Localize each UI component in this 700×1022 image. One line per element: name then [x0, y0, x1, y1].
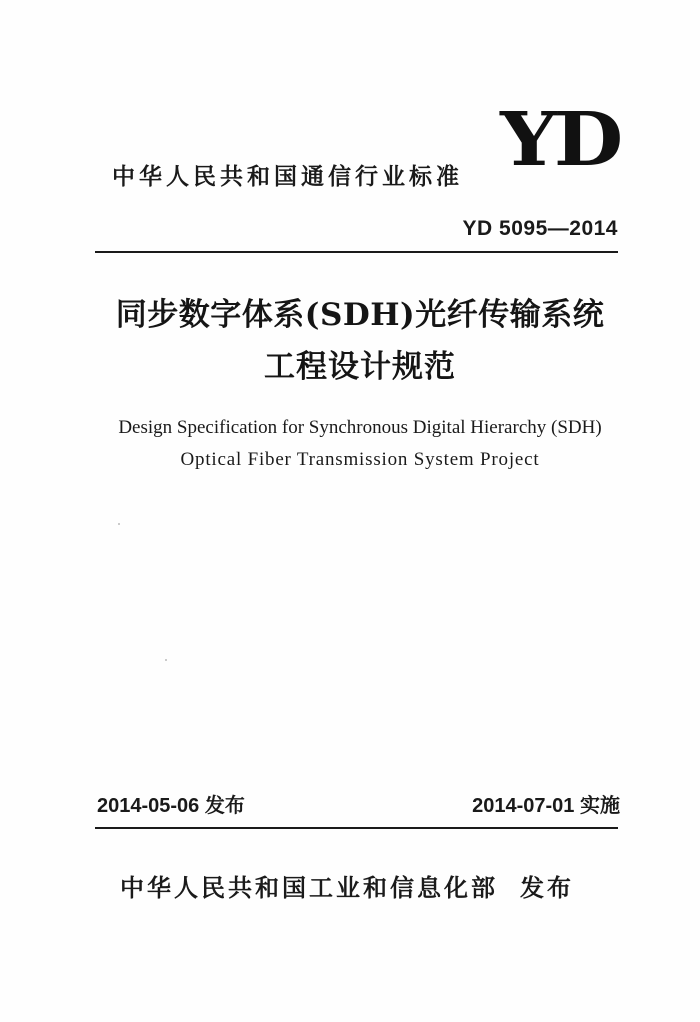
standard-code: YD 5095—2014: [462, 217, 618, 240]
publisher-action: 发布: [520, 874, 574, 902]
title-line-1: 同步数字体系(SDH)光纤传输系统: [115, 297, 605, 333]
effective-date: 2014-07-01 实施: [472, 795, 620, 817]
issue-date: 2014-05-06 发布: [97, 795, 245, 817]
scan-speck: [165, 659, 167, 661]
english-title-line-1: Design Specification for Synchronous Digital Hierarchy (SDH): [118, 417, 602, 438]
english-title-line-2: Optical Fiber Transmission System Project: [180, 449, 540, 470]
publisher-line: [120, 872, 574, 904]
publisher-name: 中华人民共和国工业和信息化部: [120, 874, 498, 902]
bottom-divider: [95, 827, 618, 829]
yd-logo: YD: [500, 97, 620, 183]
scan-speck: [118, 523, 120, 525]
top-divider: [95, 251, 618, 253]
title-line-2: 工程设计规范: [264, 349, 456, 385]
standard-series-label: 中华人民共和国通信行业标准: [112, 164, 463, 190]
